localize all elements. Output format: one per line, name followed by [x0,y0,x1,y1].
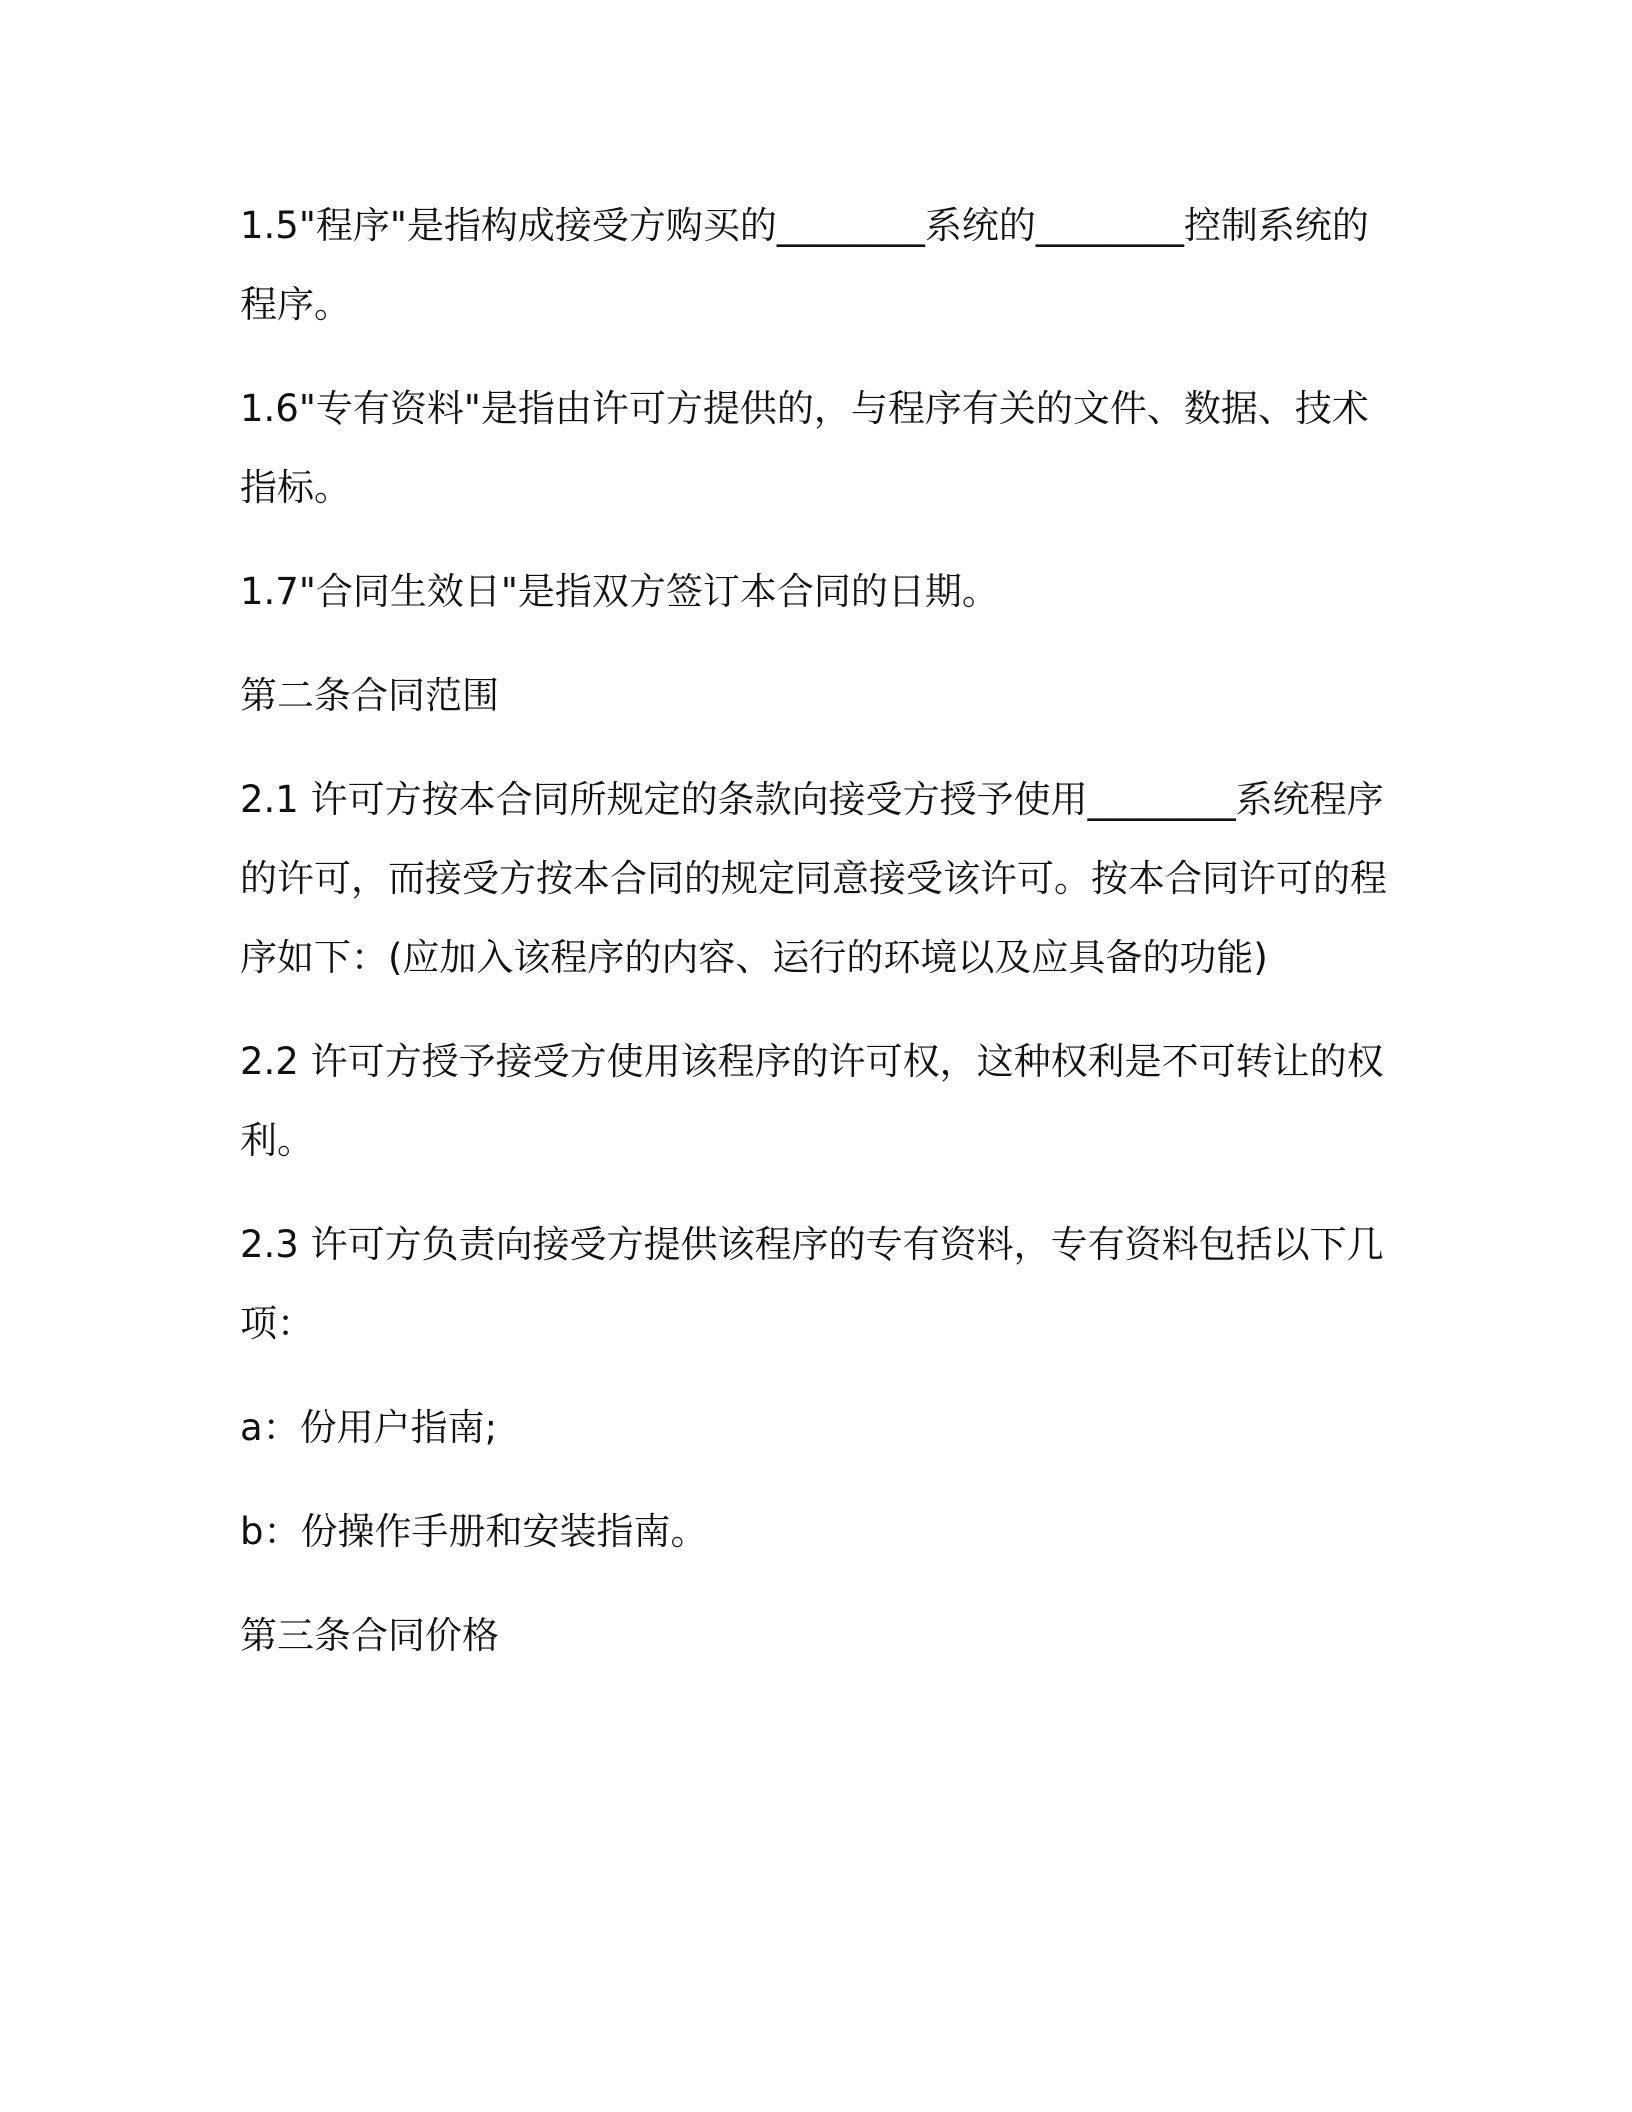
clause-1-5: 1.5"程序"是指构成接受方购买的________系统的________控制系统的程序。 [240,204,1369,326]
document-body [240,186,1400,1700]
section-heading-2: 第二条合同范围 [240,674,499,717]
clause-2-1: 2.1 许可方按本合同所规定的条款向接受方授予使用________系统程序的许可，而接受方按本合同的规定同意接受该许可。按本合同许可的程序如下：(应加入该程序的内容、运行的环境以及应具备的功能) [240,778,1387,979]
clause-2-2: 2.2 许可方授予接受方使用该程序的许可权，这种权利是不可转让的权利。 [240,1040,1384,1162]
section-heading-3: 第三条合同价格 [240,1614,499,1657]
clause-2-3: 2.3 许可方负责向接受方提供该程序的专有资料，专有资料包括以下几项： [240,1223,1384,1345]
list-item-a: a：份用户指南; [240,1406,498,1449]
list-item-b: b：份操作手册和安装指南。 [240,1510,708,1553]
clause-1-7: 1.7"合同生效日"是指双方签订本合同的日期。 [240,570,999,613]
clause-1-6: 1.6"专有资料"是指由许可方提供的，与程序有关的文件、数据、技术指标。 [240,387,1369,509]
